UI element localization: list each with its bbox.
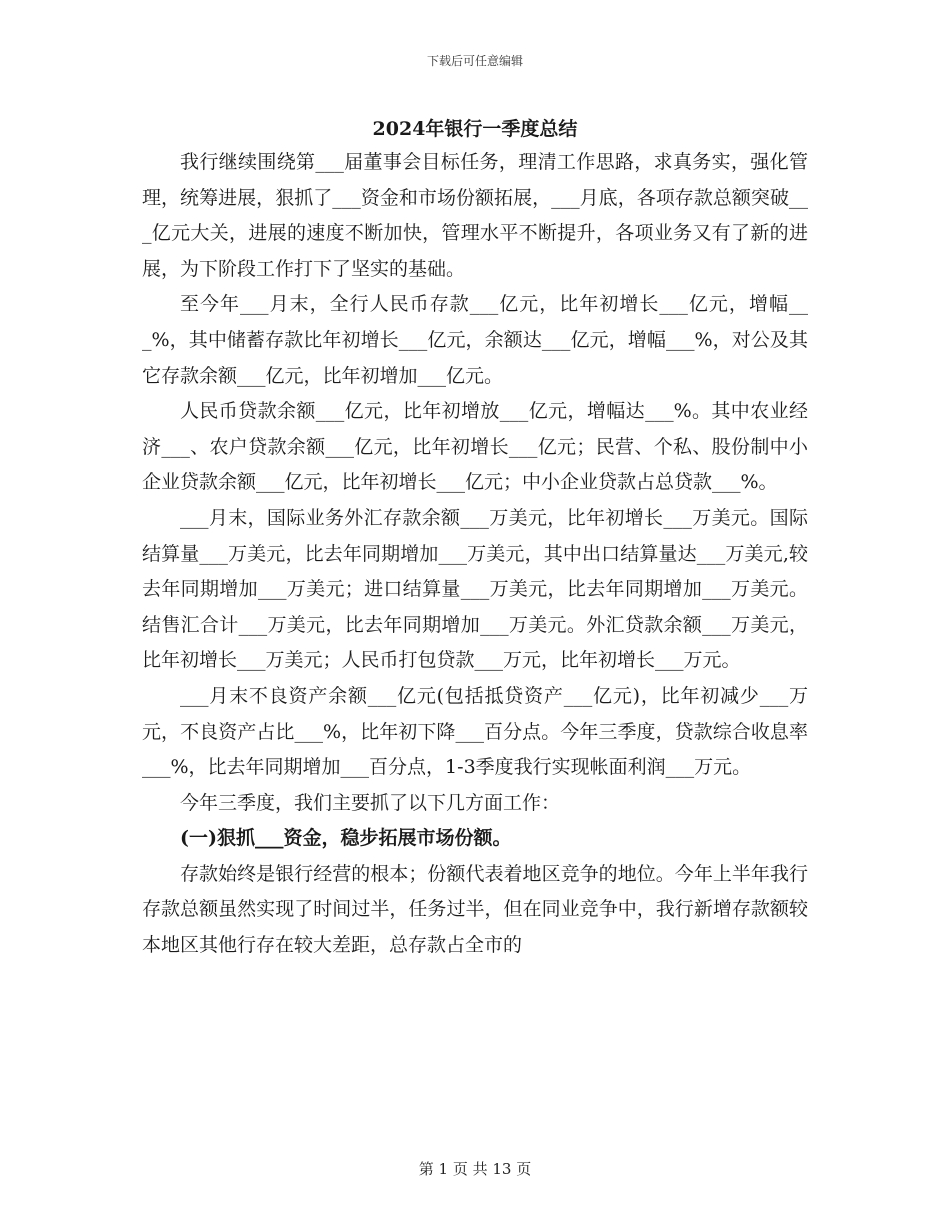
paragraph-intro: 我行继续围绕第___届董事会目标任务，理清工作思路，求真务实，强化管理，统筹进展，狠抓了___资金和市场份额拓展，___月底，各项存款总额突破___亿元大关，进展的速度不断加快，管理水平不断提升，各项业务又有了新的进展，为下阶段工作打下了坚实的基础。 bbox=[142, 151, 808, 280]
section-heading-1: (一)狠抓___资金，稳步拓展市场份额。 bbox=[180, 827, 512, 850]
page-number: 第 1 页 共 13 页 bbox=[418, 1160, 532, 1178]
paragraph-rmb-loans: 人民币贷款余额___亿元，比年初增放___亿元，增幅达___%。其中农业经济___、农户贷款余额___亿元，比年初增长___亿元；民营、个私、股份制中小企业贷款余额___亿元，比年初增长___亿元；中小企业贷款占总贷款___%。 bbox=[142, 400, 808, 494]
paragraph-non-performing-assets: ___月末不良资产余额___亿元(包括抵贷资产___亿元)，比年初减少___万元，不良资产占比___%，比年初下降___百分点。今年三季度，贷款综合收息率___%，比去年同期增加___百分点，1-3季度我行实现帐面利润___万元。 bbox=[142, 684, 808, 779]
paragraph-deposits-market-share: 存款始终是银行经营的根本；份额代表着地区竞争的地位。今年上半年我行存款总额虽然实现了时间过半，任务过半，但在同业竞争中，我行新增存款额较本地区其他行存在较大差距，总存款占全市的 bbox=[142, 862, 808, 957]
paragraph-work-intro: 今年三季度，我们主要抓了以下几方面工作： bbox=[180, 791, 561, 814]
document-title: 2024年银行一季度总结 bbox=[372, 118, 578, 140]
header-note: 下载后可任意编辑 bbox=[426, 54, 523, 68]
paragraph-rmb-deposits: 至今年___月末，全行人民币存款___亿元，比年初增长___亿元，增幅___%，其中储蓄存款比年初增长___亿元，余额达___亿元，增幅___%，对公及其它存款余额___亿元，比年初增加___亿元。 bbox=[142, 293, 808, 387]
document-body bbox=[142, 145, 808, 964]
paragraph-international-business: ___月末，国际业务外汇存款余额___万美元，比年初增长___万美元。国际结算量___万美元，比去年同期增加___万美元，其中出口结算量达___万美元,较去年同期增加___万美元；进口结算量___万美元，比去年同期增加___万美元。结售汇合计___万美元，比去年同期增加___万美元。外汇贷款余额___万美元，比年初增长___万美元；人民币打包贷款___万元，比年初增长___万元。 bbox=[142, 506, 808, 672]
